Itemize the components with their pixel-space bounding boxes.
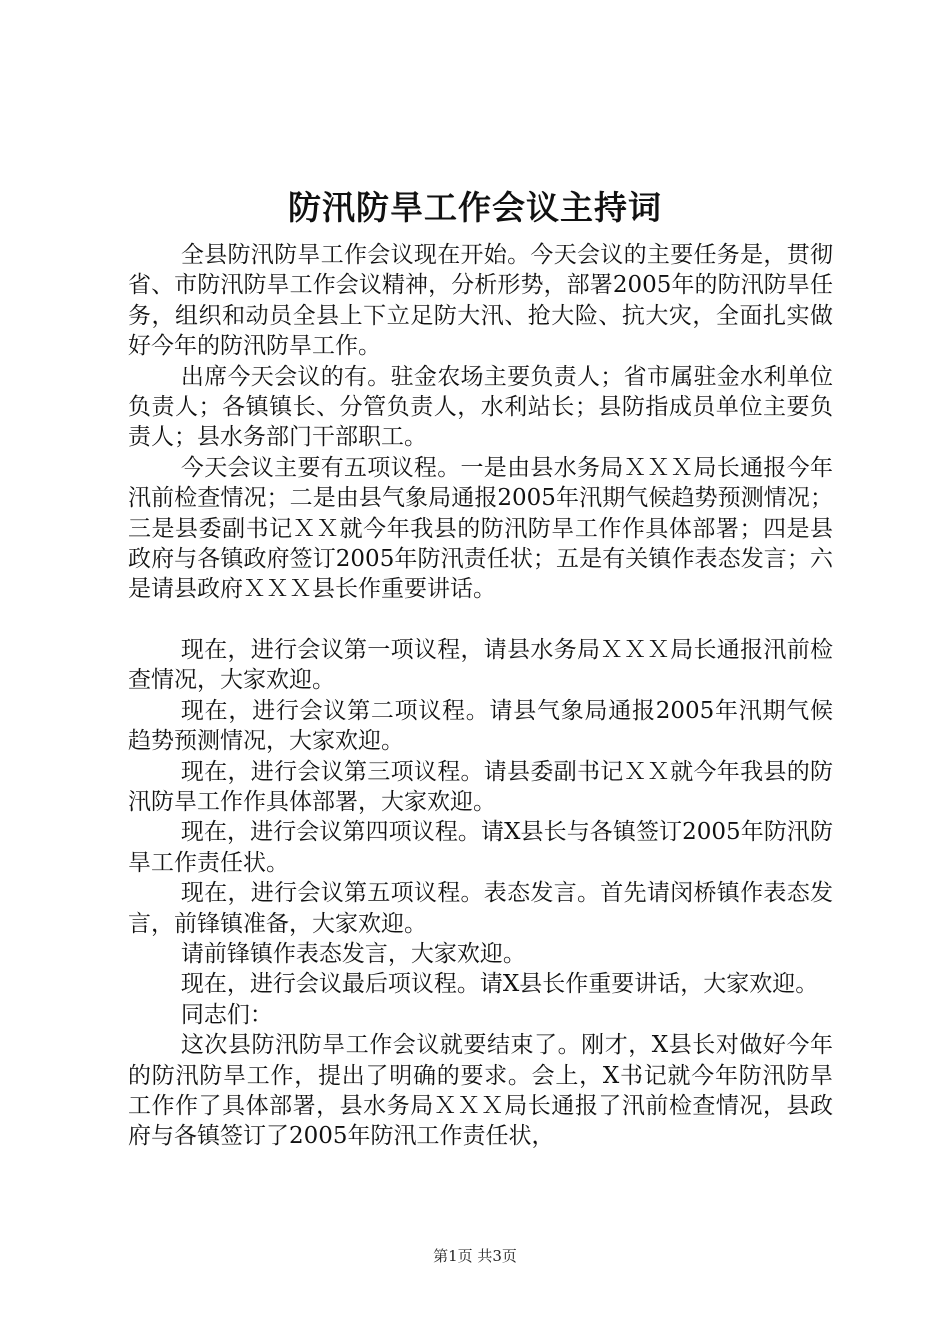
paragraph: 出席今天会议的有。驻金农场主要负责人；省市属驻金水利单位负责人；各镇镇长、分管负责人，水利站长；县防指成员单位主要负责人；县水务部门干部职工。 bbox=[128, 363, 833, 451]
paragraph: 全县防汛防旱工作会议现在开始。今天会议的主要任务是，贯彻省、市防汛防旱工作会议精神，分析形势，部署2005年的防汛防旱任务，组织和动员全县上下立足防大汛、抢大险、抗大灾，全面扎实做好今年的防汛防旱工作。 bbox=[128, 242, 833, 360]
paragraph: 现在，进行会议第三项议程。请县委副书记ＸＸ就今年我县的防汛防旱工作作具体部署，大家欢迎。 bbox=[128, 758, 833, 815]
paragraph: 这次县防汛防旱工作会议就要结束了。刚才，X县长对做好今年的防汛防旱工作，提出了明确的要求。会上，X书记就今年防汛防旱工作作了具体部署，县水务局ＸＸＸ局长通报了汛前检查情况，县政府与各镇签订了2005年防汛工作责任状， bbox=[128, 1032, 833, 1150]
paragraph: 现在，进行会议最后项议程。请X县长作重要讲话，大家欢迎。 bbox=[180, 971, 819, 998]
page-footer: 第1页 共3页 bbox=[433, 1247, 517, 1265]
paragraph: 今天会议主要有五项议程。一是由县水务局ＸＸＸ局长通报今年汛前检查情况；二是由县气象局通报2005年汛期气候趋势预测情况；三是县委副书记ＸＸ就今年我县的防汛防旱工作作具体部署；四是县政府与各镇政府签订2005年防汛责任状；五是有关镇作表态发言；六是请县政府ＸＸＸ县长作重要讲话。 bbox=[128, 454, 833, 603]
paragraph: 现在，进行会议第四项议程。请X县长与各镇签订2005年防汛防旱工作责任状。 bbox=[128, 819, 833, 876]
paragraph: 同志们： bbox=[180, 1001, 273, 1028]
document-body bbox=[128, 240, 833, 1152]
paragraph: 现在，进行会议第一项议程，请县水务局ＸＸＸ局长通报汛前检查情况，大家欢迎。 bbox=[128, 636, 833, 694]
paragraph: 现在，进行会议第二项议程。请县气象局通报2005年汛期气候趋势预测情况，大家欢迎。 bbox=[128, 697, 833, 755]
paragraph: 请前锋镇作表态发言，大家欢迎。 bbox=[180, 940, 526, 967]
document-title: 防汛防旱工作会议主持词 bbox=[288, 188, 662, 227]
paragraph: 现在，进行会议第五项议程。表态发言。首先请闵桥镇作表态发言，前锋镇准备，大家欢迎。 bbox=[128, 880, 833, 937]
